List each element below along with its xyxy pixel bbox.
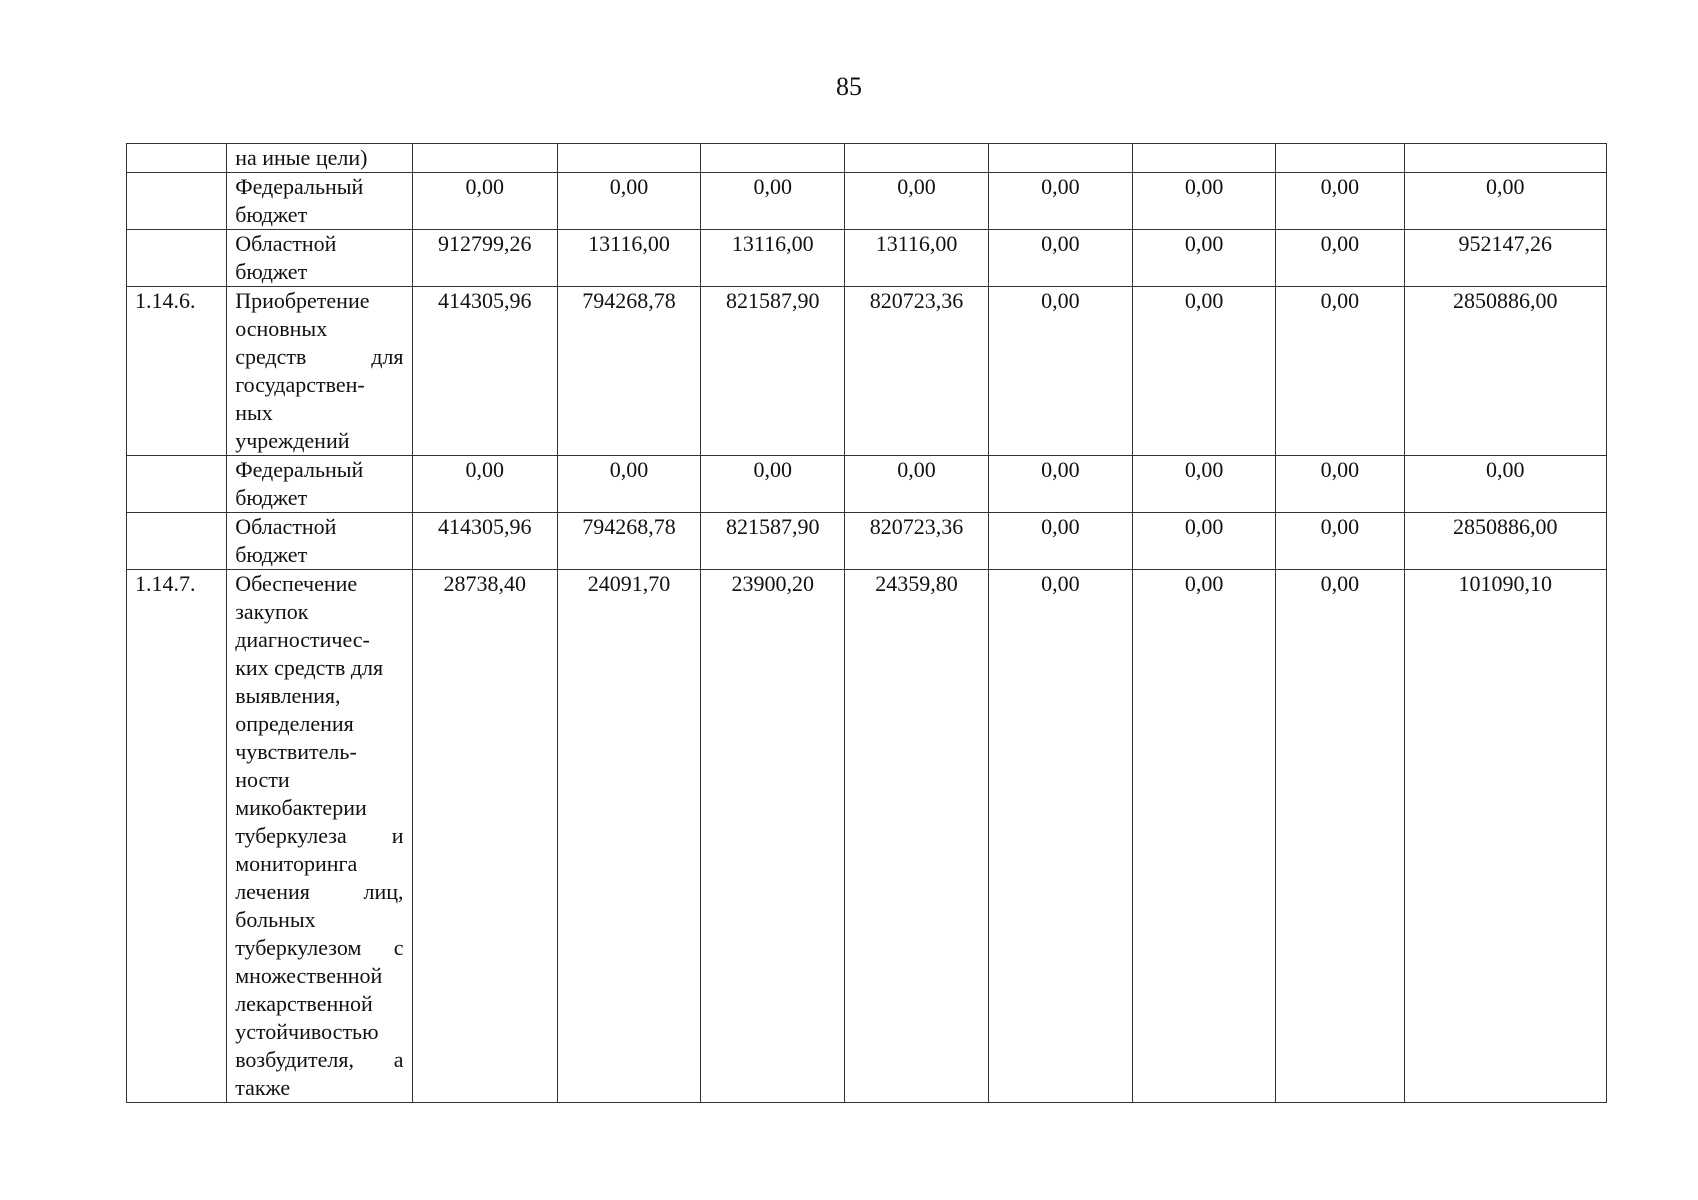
row-name-line: закупок — [235, 599, 309, 624]
row-name — [227, 144, 412, 173]
row-name-line: бюджет — [235, 259, 308, 284]
value-cell: 414305,96 — [412, 287, 557, 456]
row-name-line: Обеспечение — [235, 571, 358, 596]
row-name-line: также — [235, 1075, 291, 1100]
row-name-line: туберкулеза и — [235, 823, 404, 848]
row-name-line: бюджет — [235, 485, 308, 510]
value-cell: 28738,40 — [412, 570, 557, 1103]
table-row — [127, 230, 1607, 287]
row-name-line: средств для — [235, 344, 404, 369]
value-cell: 414305,96 — [412, 513, 557, 570]
row-name-line: устойчивостью — [235, 1019, 379, 1044]
value-cell: 0,00 — [557, 173, 700, 230]
row-name-line: основных — [235, 316, 328, 341]
row-code: 1.14.6. — [127, 287, 227, 456]
row-code — [127, 456, 227, 513]
row-name-line: лекарственной — [235, 991, 373, 1016]
row-name — [227, 570, 412, 1103]
value-cell: 794268,78 — [557, 513, 700, 570]
value-cell — [1276, 144, 1404, 173]
row-name-line: лечения лиц, — [235, 879, 404, 904]
value-cell: 821587,90 — [701, 513, 845, 570]
value-cell: 24359,80 — [845, 570, 988, 1103]
value-cell: 0,00 — [1132, 287, 1275, 456]
value-cell: 912799,26 — [412, 230, 557, 287]
row-name-line: ности — [235, 767, 290, 792]
value-cell: 794268,78 — [557, 287, 700, 456]
value-cell: 0,00 — [988, 456, 1132, 513]
row-name-line: на иные цели) — [235, 145, 368, 170]
value-cell: 0,00 — [1276, 570, 1404, 1103]
value-cell: 0,00 — [845, 456, 988, 513]
row-name-line: больных — [235, 907, 316, 932]
budget-table — [126, 143, 1607, 1103]
row-name-line: определения — [235, 711, 354, 736]
row-name-line: бюджет — [235, 542, 308, 567]
value-cell: 13116,00 — [845, 230, 988, 287]
row-name-line: микобактерии — [235, 795, 367, 820]
value-cell: 0,00 — [1132, 513, 1275, 570]
value-cell: 0,00 — [1132, 230, 1275, 287]
table-row — [127, 456, 1607, 513]
value-cell — [557, 144, 700, 173]
row-code: 1.14.7. — [127, 570, 227, 1103]
row-name-line: ных — [235, 400, 273, 425]
value-cell: 101090,10 — [1404, 570, 1607, 1103]
table-row — [127, 287, 1607, 456]
row-code — [127, 173, 227, 230]
value-cell: 0,00 — [412, 173, 557, 230]
value-cell: 0,00 — [988, 570, 1132, 1103]
row-name-line: Федеральный — [235, 174, 364, 199]
value-cell: 0,00 — [1404, 173, 1607, 230]
row-name-line: Областной — [235, 231, 337, 256]
value-cell: 2850886,00 — [1404, 513, 1607, 570]
row-name-line: Областной — [235, 514, 337, 539]
row-name-line: Федеральный — [235, 457, 364, 482]
value-cell: 0,00 — [1276, 513, 1404, 570]
value-cell: 0,00 — [1276, 287, 1404, 456]
value-cell: 24091,70 — [557, 570, 700, 1103]
table-row — [127, 173, 1607, 230]
row-name-line: выявления, — [235, 683, 341, 708]
row-name-line: туберкулезом с — [235, 935, 404, 960]
value-cell: 821587,90 — [701, 287, 845, 456]
value-cell: 0,00 — [1132, 173, 1275, 230]
value-cell: 0,00 — [988, 230, 1132, 287]
value-cell: 0,00 — [1276, 230, 1404, 287]
row-code — [127, 513, 227, 570]
value-cell — [845, 144, 988, 173]
value-cell: 0,00 — [1132, 570, 1275, 1103]
row-code — [127, 230, 227, 287]
table-row — [127, 570, 1607, 1103]
row-name-line: Приобретение — [235, 288, 370, 313]
row-name-line: бюджет — [235, 202, 308, 227]
budget-table-body — [127, 144, 1607, 1103]
value-cell: 952147,26 — [1404, 230, 1607, 287]
row-name-line: мониторинга — [235, 851, 358, 876]
value-cell: 0,00 — [412, 456, 557, 513]
table-row — [127, 144, 1607, 173]
value-cell: 0,00 — [701, 456, 845, 513]
value-cell: 0,00 — [557, 456, 700, 513]
value-cell: 0,00 — [1276, 456, 1404, 513]
value-cell: 0,00 — [1132, 456, 1275, 513]
value-cell: 0,00 — [845, 173, 988, 230]
row-name-line: ких средств для — [235, 655, 384, 680]
value-cell: 2850886,00 — [1404, 287, 1607, 456]
value-cell: 23900,20 — [701, 570, 845, 1103]
row-name — [227, 287, 412, 456]
value-cell: 0,00 — [1276, 173, 1404, 230]
value-cell: 0,00 — [988, 173, 1132, 230]
row-name-line: множественной — [235, 963, 383, 988]
row-code — [127, 144, 227, 173]
row-name-line: чувствитель- — [235, 739, 357, 764]
row-name — [227, 230, 412, 287]
row-name — [227, 173, 412, 230]
value-cell: 820723,36 — [845, 513, 988, 570]
value-cell: 820723,36 — [845, 287, 988, 456]
row-name-line: диагностичес- — [235, 627, 370, 652]
page-number: 85 — [836, 72, 862, 101]
value-cell: 0,00 — [988, 287, 1132, 456]
value-cell — [701, 144, 845, 173]
value-cell: 0,00 — [701, 173, 845, 230]
value-cell: 13116,00 — [701, 230, 845, 287]
value-cell — [988, 144, 1132, 173]
row-name — [227, 456, 412, 513]
row-name-line: государствен- — [235, 372, 365, 397]
value-cell: 0,00 — [988, 513, 1132, 570]
row-name-line: возбудителя, а — [235, 1047, 404, 1072]
value-cell: 13116,00 — [557, 230, 700, 287]
value-cell — [1404, 144, 1607, 173]
value-cell — [412, 144, 557, 173]
row-name-line: учреждений — [235, 428, 350, 453]
row-name — [227, 513, 412, 570]
value-cell — [1132, 144, 1275, 173]
value-cell: 0,00 — [1404, 456, 1607, 513]
table-row — [127, 513, 1607, 570]
